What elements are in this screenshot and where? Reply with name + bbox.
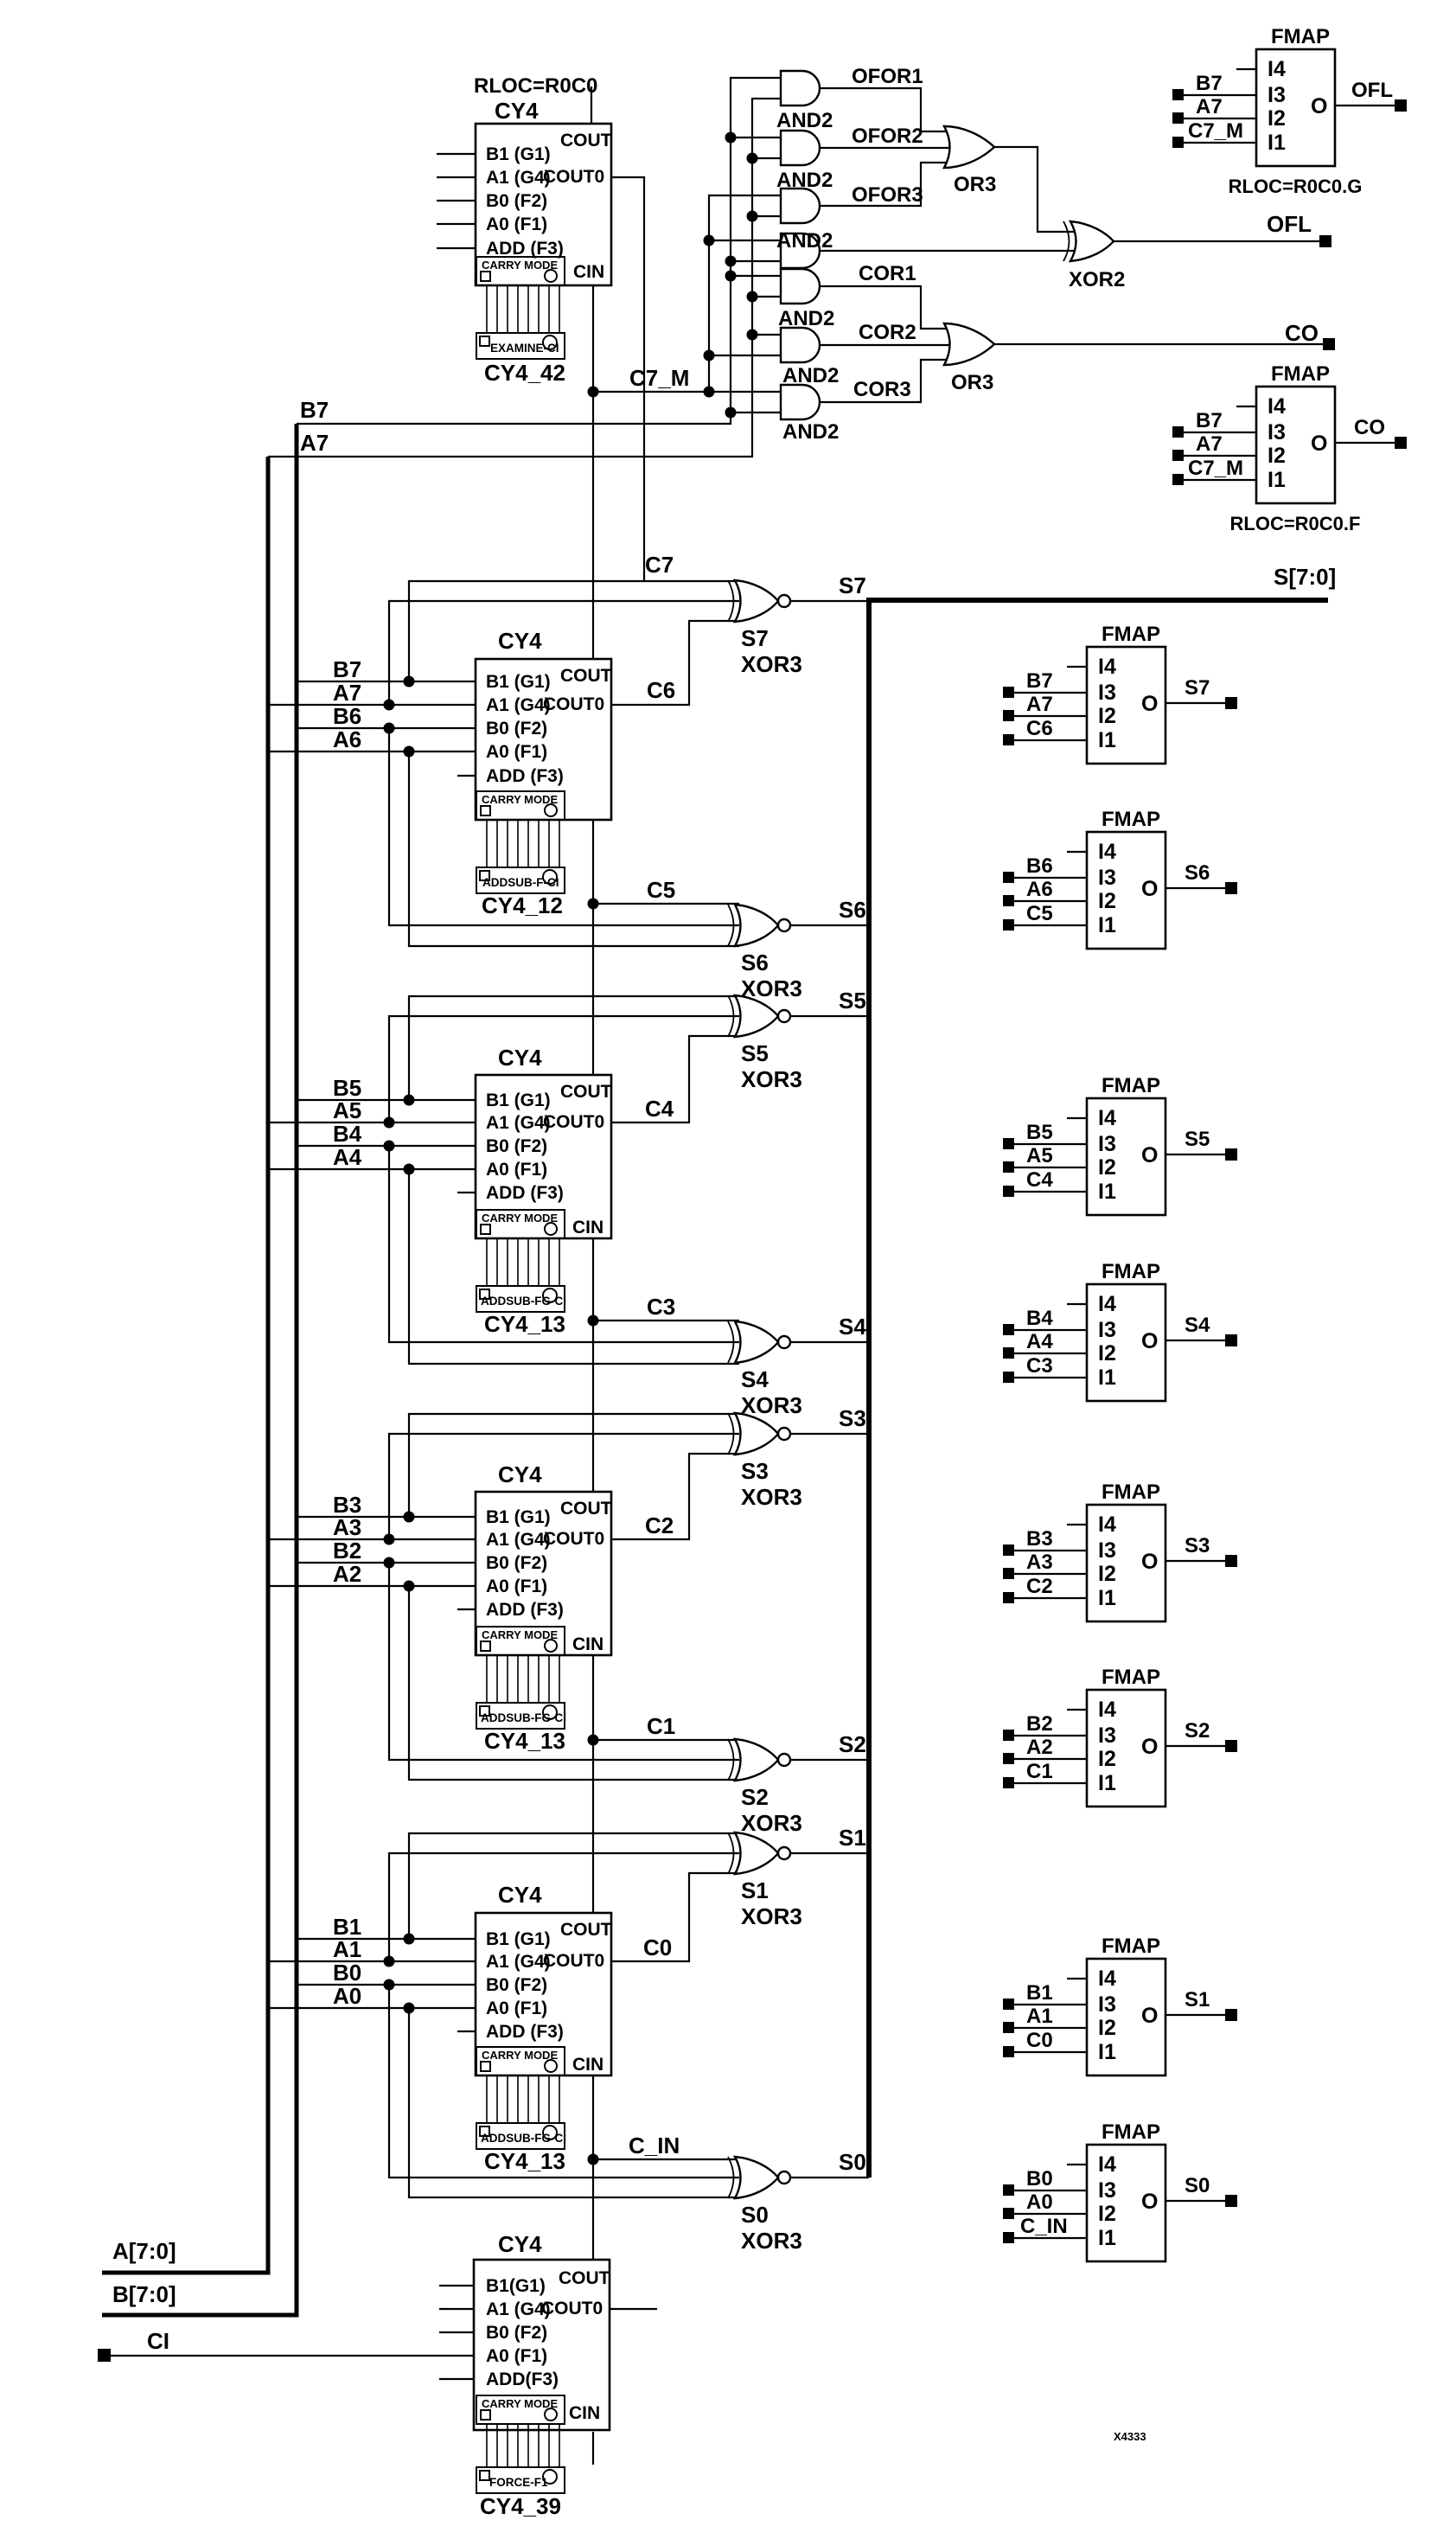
svg-text:B3: B3 xyxy=(333,1492,362,1518)
svg-text:FMAP: FMAP xyxy=(1102,1935,1160,1958)
svg-text:C_IN: C_IN xyxy=(629,2133,680,2158)
svg-text:C1: C1 xyxy=(647,1713,676,1739)
svg-text:A6: A6 xyxy=(333,726,362,752)
svg-text:I2: I2 xyxy=(1098,2202,1116,2226)
svg-text:B1 (G1): B1 (G1) xyxy=(486,1929,551,1949)
svg-text:ADD (F3): ADD (F3) xyxy=(486,1600,564,1620)
svg-text:COUT0: COUT0 xyxy=(543,694,605,714)
svg-text:A5: A5 xyxy=(333,1097,362,1123)
svg-text:I2: I2 xyxy=(1098,1341,1116,1365)
svg-text:S7: S7 xyxy=(741,625,769,651)
svg-text:CY4: CY4 xyxy=(498,1461,542,1487)
svg-text:CIN: CIN xyxy=(572,1218,604,1238)
svg-text:O: O xyxy=(1141,692,1159,716)
svg-text:A7: A7 xyxy=(1196,432,1223,456)
svg-text:C7_M: C7_M xyxy=(1188,119,1244,143)
svg-text:COR2: COR2 xyxy=(859,321,916,344)
mode-label: ADDSUB-F-CI xyxy=(482,876,559,889)
svg-text:S0: S0 xyxy=(1185,2174,1210,2197)
svg-text:I4: I4 xyxy=(1098,1106,1116,1130)
svg-text:AND2: AND2 xyxy=(776,169,833,192)
svg-text:B0 (F2): B0 (F2) xyxy=(486,1553,548,1573)
svg-text:I2: I2 xyxy=(1098,1155,1116,1180)
svg-text:A0 (F1): A0 (F1) xyxy=(486,1160,548,1180)
block-type: CY4 xyxy=(495,98,539,124)
svg-text:B7: B7 xyxy=(1196,409,1223,432)
svg-text:C7_M: C7_M xyxy=(1188,457,1244,480)
svg-text:CIN: CIN xyxy=(572,2055,604,2075)
svg-text:O: O xyxy=(1311,94,1328,118)
svg-text:I4: I4 xyxy=(1098,1967,1116,1991)
svg-text:S5: S5 xyxy=(839,988,866,1014)
svg-text:O: O xyxy=(1141,1329,1159,1353)
svg-text:C2: C2 xyxy=(1026,1575,1053,1598)
svg-text:S1: S1 xyxy=(1185,1988,1210,2011)
svg-text:OR3: OR3 xyxy=(954,173,997,196)
fmap-s2 xyxy=(1026,1666,1210,1795)
svg-text:XOR3: XOR3 xyxy=(741,1810,802,1836)
svg-text:B6: B6 xyxy=(333,703,362,729)
svg-text:I3: I3 xyxy=(1098,1538,1116,1563)
svg-text:S0: S0 xyxy=(839,2149,866,2175)
b-bus-label: B[7:0] xyxy=(112,2281,176,2307)
svg-text:S1: S1 xyxy=(839,1825,866,1851)
svg-text:OR3: OR3 xyxy=(951,371,994,394)
svg-text:S2: S2 xyxy=(1185,1719,1210,1743)
svg-text:S5: S5 xyxy=(741,1040,769,1066)
svg-text:XOR3: XOR3 xyxy=(741,1066,802,1092)
svg-text:A7: A7 xyxy=(1026,693,1053,716)
svg-text:B1 (G1): B1 (G1) xyxy=(486,1090,551,1110)
svg-text:A0 (F1): A0 (F1) xyxy=(486,1999,548,2018)
cy4-39-block xyxy=(480,2231,610,2519)
block-name: CY4_13 xyxy=(484,1311,565,1337)
svg-text:A6: A6 xyxy=(1026,878,1053,901)
svg-text:OFL: OFL xyxy=(1351,79,1393,102)
and2-cor3-gate xyxy=(781,385,820,419)
net-co: CO xyxy=(1285,320,1319,346)
svg-text:S4: S4 xyxy=(839,1314,866,1340)
svg-text:CARRY MODE: CARRY MODE xyxy=(482,793,559,806)
net-c7m: C7_M xyxy=(629,365,690,391)
fmap-s4 xyxy=(1026,1260,1210,1390)
svg-text:A4: A4 xyxy=(333,1144,362,1170)
ci-label: CI xyxy=(147,2328,169,2354)
cy4-13b-block xyxy=(333,1461,612,1754)
and2-cor2-gate xyxy=(781,328,820,362)
svg-text:C6: C6 xyxy=(1026,717,1053,740)
svg-text:I4: I4 xyxy=(1268,394,1286,419)
and2-cor1-gate xyxy=(781,269,820,304)
svg-text:AND2: AND2 xyxy=(782,420,840,444)
svg-text:S3: S3 xyxy=(839,1405,866,1431)
svg-text:I1: I1 xyxy=(1098,1771,1116,1795)
svg-text:A1 (G4): A1 (G4) xyxy=(486,1952,551,1972)
svg-text:I3: I3 xyxy=(1098,866,1116,890)
svg-text:B1: B1 xyxy=(1026,1981,1053,2005)
svg-text:I2: I2 xyxy=(1098,1562,1116,1586)
svg-text:COUT: COUT xyxy=(560,131,612,150)
svg-text:CARRY MODE: CARRY MODE xyxy=(482,2049,559,2062)
svg-text:COUT0: COUT0 xyxy=(541,2299,603,2318)
svg-text:COUT0: COUT0 xyxy=(543,1112,605,1132)
svg-text:FMAP: FMAP xyxy=(1102,1666,1160,1689)
svg-text:CIN: CIN xyxy=(572,1634,604,1654)
svg-text:I4: I4 xyxy=(1268,57,1286,81)
svg-text:S4: S4 xyxy=(1185,1314,1210,1337)
svg-text:B1(G1): B1(G1) xyxy=(486,2276,546,2296)
svg-text:A0 (F1): A0 (F1) xyxy=(486,2346,548,2366)
svg-text:XOR3: XOR3 xyxy=(741,1484,802,1510)
svg-text:S5: S5 xyxy=(1185,1128,1210,1151)
svg-text:XOR3: XOR3 xyxy=(741,1903,802,1929)
fmap-s3 xyxy=(1026,1481,1210,1610)
svg-text:B2: B2 xyxy=(333,1538,362,1564)
svg-text:O: O xyxy=(1311,432,1328,456)
svg-text:I2: I2 xyxy=(1268,106,1286,131)
fmap-s6 xyxy=(1026,808,1210,937)
svg-text:COUT: COUT xyxy=(559,2268,610,2288)
svg-text:ADD (F3): ADD (F3) xyxy=(486,239,564,259)
svg-text:I1: I1 xyxy=(1098,1365,1116,1390)
svg-text:S6: S6 xyxy=(839,897,866,923)
svg-text:B7: B7 xyxy=(1196,72,1223,95)
svg-text:XOR3: XOR3 xyxy=(741,651,802,677)
svg-text:I1: I1 xyxy=(1268,131,1286,155)
svg-text:C7: C7 xyxy=(645,552,674,578)
svg-text:RLOC=R0C0.G: RLOC=R0C0.G xyxy=(1228,176,1363,197)
svg-text:I3: I3 xyxy=(1268,420,1286,444)
svg-text:S4: S4 xyxy=(741,1366,769,1392)
svg-text:I4: I4 xyxy=(1098,1292,1116,1316)
svg-text:ADD (F3): ADD (F3) xyxy=(486,2022,564,2042)
svg-text:FMAP: FMAP xyxy=(1271,25,1330,48)
svg-text:CY4: CY4 xyxy=(498,2231,542,2257)
svg-text:B0: B0 xyxy=(1026,2167,1053,2190)
svg-text:A2: A2 xyxy=(1026,1736,1053,1759)
svg-text:CARRY MODE: CARRY MODE xyxy=(482,259,559,272)
svg-text:AND2: AND2 xyxy=(778,307,835,330)
svg-text:I3: I3 xyxy=(1098,1132,1116,1156)
svg-text:C5: C5 xyxy=(647,877,676,903)
svg-text:A1 (G4): A1 (G4) xyxy=(486,2299,551,2319)
svg-text:CY4: CY4 xyxy=(498,628,542,654)
svg-text:O: O xyxy=(1141,2190,1159,2214)
svg-text:COUT: COUT xyxy=(560,1920,612,1940)
svg-text:S6: S6 xyxy=(1185,861,1210,885)
svg-text:COUT: COUT xyxy=(560,1082,612,1102)
svg-text:A7: A7 xyxy=(1196,95,1223,118)
s-bus-label: S[7:0] xyxy=(1274,564,1337,590)
svg-text:O: O xyxy=(1141,1143,1159,1167)
svg-text:FMAP: FMAP xyxy=(1102,808,1160,831)
svg-text:A0 (F1): A0 (F1) xyxy=(486,742,548,762)
svg-text:S2: S2 xyxy=(741,1784,769,1810)
svg-text:I1: I1 xyxy=(1098,1586,1116,1610)
svg-text:I3: I3 xyxy=(1098,1724,1116,1748)
or3-ofl-gate xyxy=(944,126,994,168)
svg-text:O: O xyxy=(1141,1550,1159,1574)
svg-text:A0: A0 xyxy=(1026,2190,1053,2214)
svg-text:I1: I1 xyxy=(1098,1180,1116,1204)
ofl-terminal xyxy=(1319,235,1331,247)
svg-text:ADD (F3): ADD (F3) xyxy=(486,766,564,786)
svg-text:A0 (F1): A0 (F1) xyxy=(486,214,548,234)
svg-text:OFOR3: OFOR3 xyxy=(852,183,923,207)
svg-text:RLOC=R0C0.F: RLOC=R0C0.F xyxy=(1229,513,1361,534)
svg-text:B0: B0 xyxy=(333,1960,362,1986)
block-name: CY4_12 xyxy=(482,892,563,918)
block-name: CY4_13 xyxy=(484,1728,565,1754)
svg-text:B1 (G1): B1 (G1) xyxy=(486,144,551,164)
svg-text:S7: S7 xyxy=(1185,676,1210,700)
fmap-ofl xyxy=(1188,25,1393,197)
svg-text:A7: A7 xyxy=(300,430,329,456)
svg-text:S0: S0 xyxy=(741,2202,769,2228)
svg-text:A0: A0 xyxy=(333,1983,362,2009)
svg-text:CARRY MODE: CARRY MODE xyxy=(482,2397,559,2410)
svg-text:I2: I2 xyxy=(1098,1747,1116,1771)
svg-text:I3: I3 xyxy=(1098,1992,1116,2017)
svg-text:I4: I4 xyxy=(1098,655,1116,679)
svg-text:I3: I3 xyxy=(1098,2178,1116,2203)
svg-text:O: O xyxy=(1141,877,1159,901)
block-name: CY4_42 xyxy=(484,360,565,386)
svg-text:FMAP: FMAP xyxy=(1271,362,1330,386)
svg-text:COUT: COUT xyxy=(560,1499,612,1519)
svg-text:I1: I1 xyxy=(1098,2226,1116,2250)
svg-text:B1 (G1): B1 (G1) xyxy=(486,672,551,692)
a-bus-rail xyxy=(102,457,268,2273)
fmap-s5 xyxy=(1026,1074,1210,1204)
block-name: CY4_13 xyxy=(484,2148,565,2174)
mode-label: ADDSUB-FG-CI xyxy=(481,1295,566,1308)
svg-text:B0 (F2): B0 (F2) xyxy=(486,191,548,211)
and2-ofor2-gate xyxy=(781,131,820,165)
svg-text:I2: I2 xyxy=(1268,444,1286,468)
svg-text:S1: S1 xyxy=(741,1877,769,1903)
svg-text:COR3: COR3 xyxy=(853,378,911,401)
svg-text:B0 (F2): B0 (F2) xyxy=(486,719,548,739)
svg-text:C5: C5 xyxy=(1026,902,1053,925)
co-terminal xyxy=(1323,338,1335,350)
junction-dots xyxy=(384,132,758,2165)
svg-text:C0: C0 xyxy=(643,1935,673,1960)
svg-text:OFOR2: OFOR2 xyxy=(852,125,923,148)
svg-text:CARRY MODE: CARRY MODE xyxy=(482,1212,559,1225)
svg-text:AND2: AND2 xyxy=(776,229,833,253)
svg-text:CIN: CIN xyxy=(569,2403,601,2423)
svg-text:B0 (F2): B0 (F2) xyxy=(486,2323,548,2343)
svg-text:A1 (G4): A1 (G4) xyxy=(486,1113,551,1133)
svg-text:A1 (G4): A1 (G4) xyxy=(486,695,551,715)
svg-text:S7: S7 xyxy=(839,572,866,598)
svg-text:COUT0: COUT0 xyxy=(543,1529,605,1549)
svg-text:FMAP: FMAP xyxy=(1102,1481,1160,1504)
svg-text:I4: I4 xyxy=(1098,1698,1116,1722)
svg-text:CY4: CY4 xyxy=(498,1882,542,1908)
svg-text:I2: I2 xyxy=(1098,704,1116,728)
rloc-label: RLOC=R0C0 xyxy=(474,74,598,98)
fmap-co xyxy=(1188,362,1385,534)
svg-text:C1: C1 xyxy=(1026,1760,1053,1783)
svg-text:B0 (F2): B0 (F2) xyxy=(486,1975,548,1995)
mode-label: FORCE-F1 xyxy=(489,2476,548,2489)
svg-text:B7: B7 xyxy=(333,656,362,682)
svg-text:I1: I1 xyxy=(1098,913,1116,937)
or3-co-gate xyxy=(944,323,994,365)
svg-text:S6: S6 xyxy=(741,950,769,975)
block-name: CY4_39 xyxy=(480,2493,561,2519)
svg-text:CO: CO xyxy=(1354,416,1385,439)
cy4-13a-block xyxy=(333,1045,612,1337)
svg-text:I3: I3 xyxy=(1268,83,1286,107)
svg-text:AND2: AND2 xyxy=(776,109,833,132)
svg-text:I4: I4 xyxy=(1098,840,1116,864)
svg-text:C4: C4 xyxy=(1026,1168,1053,1192)
svg-text:C4: C4 xyxy=(645,1096,674,1122)
svg-text:B6: B6 xyxy=(1026,854,1053,878)
svg-text:B1: B1 xyxy=(333,1914,362,1940)
svg-text:XOR3: XOR3 xyxy=(741,975,802,1001)
svg-text:B4: B4 xyxy=(1026,1307,1053,1330)
svg-text:B7: B7 xyxy=(300,397,329,423)
fmap-s1 xyxy=(1026,1935,1210,2064)
ci-terminal xyxy=(98,2349,111,2362)
svg-text:A4: A4 xyxy=(1026,1330,1053,1353)
net-ofl: OFL xyxy=(1267,211,1312,237)
svg-text:I4: I4 xyxy=(1098,1513,1116,1537)
svg-text:OFOR1: OFOR1 xyxy=(852,65,923,88)
svg-text:I1: I1 xyxy=(1098,728,1116,752)
a-bus-label: A[7:0] xyxy=(112,2238,176,2264)
svg-text:A3: A3 xyxy=(333,1514,362,1540)
svg-text:COUT0: COUT0 xyxy=(543,167,605,187)
svg-text:B7: B7 xyxy=(1026,669,1053,693)
svg-text:A1: A1 xyxy=(1026,2005,1053,2028)
svg-text:C6: C6 xyxy=(647,677,676,703)
svg-text:COUT0: COUT0 xyxy=(543,1951,605,1971)
svg-text:C2: C2 xyxy=(645,1513,674,1538)
svg-text:O: O xyxy=(1141,2004,1159,2028)
svg-text:I1: I1 xyxy=(1268,468,1286,492)
svg-text:B0 (F2): B0 (F2) xyxy=(486,1136,548,1156)
svg-text:A1 (G4): A1 (G4) xyxy=(486,1530,551,1550)
svg-text:S3: S3 xyxy=(741,1458,769,1484)
svg-text:I3: I3 xyxy=(1098,1318,1116,1342)
svg-text:FMAP: FMAP xyxy=(1102,1074,1160,1097)
svg-text:COUT: COUT xyxy=(560,666,612,686)
svg-text:FMAP: FMAP xyxy=(1102,1260,1160,1283)
svg-text:FMAP: FMAP xyxy=(1102,623,1160,646)
svg-text:A0 (F1): A0 (F1) xyxy=(486,1576,548,1596)
svg-text:A7: A7 xyxy=(333,680,362,706)
svg-text:CY4: CY4 xyxy=(498,1045,542,1071)
svg-text:XOR3: XOR3 xyxy=(741,1392,802,1418)
svg-text:B5: B5 xyxy=(333,1075,362,1101)
and2-ofor1-gate xyxy=(781,71,820,106)
svg-text:C_IN: C_IN xyxy=(1020,2215,1068,2238)
cy4-12-block xyxy=(333,628,675,918)
svg-text:I3: I3 xyxy=(1098,681,1116,705)
svg-text:C3: C3 xyxy=(647,1294,676,1320)
svg-text:B5: B5 xyxy=(1026,1121,1053,1144)
svg-text:B4: B4 xyxy=(333,1121,362,1147)
svg-text:CARRY MODE: CARRY MODE xyxy=(482,1628,559,1641)
svg-text:C0: C0 xyxy=(1026,2029,1053,2052)
svg-text:CIN: CIN xyxy=(573,262,605,282)
svg-text:XOR3: XOR3 xyxy=(741,2228,802,2254)
svg-text:XOR2: XOR2 xyxy=(1069,268,1126,291)
svg-text:I4: I4 xyxy=(1098,2152,1116,2177)
svg-text:AND2: AND2 xyxy=(782,364,840,387)
svg-text:B1 (G1): B1 (G1) xyxy=(486,1507,551,1527)
svg-text:A3: A3 xyxy=(1026,1551,1053,1574)
svg-text:ADD(F3): ADD(F3) xyxy=(486,2370,559,2389)
svg-text:FMAP: FMAP xyxy=(1102,2120,1160,2144)
and2-ofor3-gate xyxy=(781,189,820,223)
svg-text:COR1: COR1 xyxy=(859,262,916,285)
svg-text:S3: S3 xyxy=(1185,1534,1210,1557)
svg-text:A1 (G4): A1 (G4) xyxy=(486,168,551,188)
xor2-ofl-gate xyxy=(1063,221,1114,261)
svg-text:I1: I1 xyxy=(1098,2040,1116,2064)
svg-text:I2: I2 xyxy=(1098,889,1116,913)
svg-text:O: O xyxy=(1141,1735,1159,1759)
mode-label: ADDSUB-FG-CI xyxy=(481,1711,566,1724)
svg-text:I2: I2 xyxy=(1098,2016,1116,2040)
cy4-13c-block xyxy=(333,1882,612,2174)
svg-text:S2: S2 xyxy=(839,1731,866,1757)
svg-text:ADD (F3): ADD (F3) xyxy=(486,1183,564,1203)
svg-text:B3: B3 xyxy=(1026,1527,1053,1551)
mode-label: ADDSUB-FG-CI xyxy=(481,2132,566,2145)
svg-text:B2: B2 xyxy=(1026,1712,1053,1736)
mode-label: EXAMINE-CI xyxy=(490,342,559,355)
svg-text:A1: A1 xyxy=(333,1936,362,1962)
fmap-s0 xyxy=(1020,2120,1210,2250)
fmap-s7 xyxy=(1026,623,1210,752)
svg-text:A5: A5 xyxy=(1026,1144,1053,1167)
figure-id: X4333 xyxy=(1114,2430,1146,2443)
svg-text:A2: A2 xyxy=(333,1561,362,1587)
svg-text:C3: C3 xyxy=(1026,1354,1053,1378)
